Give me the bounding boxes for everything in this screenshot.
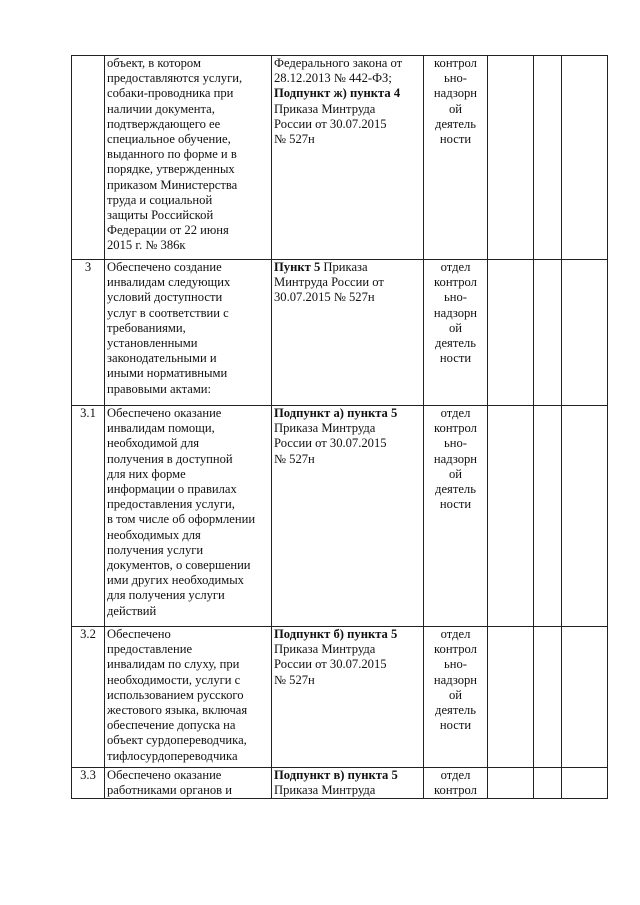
department-line: ности <box>439 351 472 366</box>
requirement-line: информации о правилах <box>107 482 237 497</box>
department-line: ой <box>448 687 463 702</box>
requirement-line: объект сурдопереводчика, <box>107 733 247 748</box>
legal-basis-line <box>274 406 421 421</box>
requirement-line: необходимости, услуги с <box>107 672 241 687</box>
legal-basis-text: Федерального закона от <box>274 56 403 70</box>
requirement-line: подтверждающего ее <box>107 116 221 131</box>
department-line: надзорн <box>433 451 478 466</box>
requirement-line: тифлосурдопереводчика <box>107 748 238 763</box>
requirement-line: ими других необходимых <box>107 573 244 588</box>
legal-basis-line <box>274 86 421 101</box>
legal-basis <box>272 260 424 406</box>
requirement-line: для получения услуги <box>107 588 225 603</box>
department-line: деятель <box>435 116 476 131</box>
legal-basis-line <box>274 436 421 451</box>
legal-basis-line <box>274 71 421 86</box>
legal-basis-text: № 527н <box>274 672 315 687</box>
department-line: надзорн <box>433 672 478 687</box>
department-line: ности <box>439 132 472 147</box>
legal-basis-text: 30.07.2015 № 527н <box>274 290 375 305</box>
department-line: деятель <box>435 336 476 351</box>
item-number: 3.3 <box>72 768 105 799</box>
requirement-line: предоставления услуги, <box>107 497 235 512</box>
legal-basis-line <box>274 657 421 672</box>
legal-basis <box>272 406 424 627</box>
table-row <box>72 627 608 768</box>
requirement-line: инвалидам по слуху, при <box>107 657 240 672</box>
legal-basis-reference: Подпункт б) пункта 5 <box>274 627 398 641</box>
department-line: контрол <box>434 783 477 798</box>
department-line: деятель <box>435 482 476 497</box>
responsible-department <box>424 406 488 627</box>
empty-cell <box>488 627 534 768</box>
department-line: ьно- <box>444 71 467 86</box>
requirement-line: предоставление <box>107 642 193 657</box>
department-line: отдел <box>440 260 471 274</box>
empty-cell <box>534 768 562 799</box>
department-line: контрол <box>434 56 477 70</box>
empty-cell <box>534 260 562 406</box>
empty-cell <box>534 627 562 768</box>
responsible-department <box>424 260 488 406</box>
requirement-line: объект, в котором <box>107 56 201 70</box>
department-line: ьно- <box>444 657 467 672</box>
requirement-line: иными нормативными <box>107 366 228 381</box>
requirement-line: использованием русского <box>107 687 244 702</box>
empty-cell <box>488 768 534 799</box>
requirement-line: документов, о совершении <box>107 558 251 573</box>
legal-basis-line <box>274 260 421 275</box>
legal-basis-line <box>274 627 421 642</box>
requirement-line: в том числе об оформлении <box>107 512 256 527</box>
department-line: ой <box>448 320 463 335</box>
requirement-line: Обеспечено оказание <box>107 768 222 782</box>
legal-basis-text: Приказа <box>320 260 368 274</box>
department-line: надзорн <box>433 86 478 101</box>
empty-cell <box>562 406 608 627</box>
responsible-department <box>424 56 488 260</box>
legal-basis-line <box>274 56 421 71</box>
requirement-line: законодательными и <box>107 351 217 366</box>
empty-cell <box>488 56 534 260</box>
item-number: 3.2 <box>72 627 105 768</box>
department-line: ьно- <box>444 436 467 451</box>
department-line: контрол <box>434 642 477 657</box>
requirement-line: обеспечение допуска на <box>107 718 236 733</box>
legal-basis-line <box>274 783 421 798</box>
table-row <box>72 56 608 260</box>
requirement-line: Федерации от 22 июня <box>107 223 229 238</box>
legal-basis-line <box>274 275 421 290</box>
requirement-line: необходимых для <box>107 527 201 542</box>
table-row <box>72 768 608 799</box>
requirement-line: порядке, утвержденных <box>107 162 235 177</box>
empty-cell <box>534 406 562 627</box>
requirement-line: услуг в соответствии с <box>107 305 229 320</box>
department-line: ой <box>448 466 463 481</box>
department-line: надзорн <box>433 305 478 320</box>
requirement-line: действий <box>107 603 157 618</box>
empty-cell <box>534 56 562 260</box>
department-line: ой <box>448 101 463 116</box>
empty-cell <box>562 260 608 406</box>
legal-basis-line <box>274 102 421 117</box>
legal-basis-text: Приказа Минтруда <box>274 783 376 798</box>
requirement-line: жестового языка, включая <box>107 703 248 718</box>
department-line: ности <box>439 718 472 733</box>
requirement-line: специальное обучение, <box>107 132 231 147</box>
department-line: отдел <box>440 406 471 420</box>
requirement-line: защиты Российской <box>107 208 214 223</box>
legal-basis-reference: Подпункт а) пункта 5 <box>274 406 398 420</box>
table-body <box>72 56 608 799</box>
department-line: контрол <box>434 275 477 290</box>
requirement-text <box>105 768 272 799</box>
requirement-line: выданного по форме и в <box>107 147 237 162</box>
department-line: деятель <box>435 703 476 718</box>
legal-basis-line <box>274 768 421 783</box>
legal-basis-reference: Подпункт в) пункта 5 <box>274 768 398 782</box>
legal-basis <box>272 768 424 799</box>
legal-basis-line <box>274 132 421 147</box>
requirement-line: Обеспечено создание <box>107 260 222 274</box>
department-line: отдел <box>440 627 471 641</box>
requirement-line: получения в доступной <box>107 451 233 466</box>
department-line: контрол <box>434 421 477 436</box>
requirement-line: работниками органов и <box>107 783 233 798</box>
legal-basis-text: 28.12.2013 № 442-ФЗ; <box>274 71 392 86</box>
empty-cell <box>488 260 534 406</box>
empty-cell <box>562 768 608 799</box>
legal-basis-text: Приказа Минтруда <box>274 642 376 657</box>
responsible-department <box>424 768 488 799</box>
requirement-line: инвалидам следующих <box>107 275 231 290</box>
legal-basis-text: России от 30.07.2015 <box>274 116 387 131</box>
legal-basis-text: Приказа Минтруда <box>274 101 376 116</box>
item-number: 3 <box>72 260 105 406</box>
legal-basis-line <box>274 642 421 657</box>
requirement-line: Обеспечено оказание <box>107 406 222 420</box>
legal-basis <box>272 627 424 768</box>
legal-basis-text: № 527н <box>274 451 315 466</box>
legal-basis-text: Приказа Минтруда <box>274 421 376 436</box>
requirement-line: установленными <box>107 336 198 351</box>
requirement-text <box>105 260 272 406</box>
requirement-line: необходимой для <box>107 436 200 451</box>
legal-basis <box>272 56 424 260</box>
requirements-table <box>71 55 608 799</box>
legal-basis-line <box>274 421 421 436</box>
requirement-line: приказом Министерства <box>107 177 238 192</box>
table-row <box>72 406 608 627</box>
empty-cell <box>488 406 534 627</box>
requirement-line: труда и социальной <box>107 192 213 207</box>
department-line: ьно- <box>444 290 467 305</box>
empty-cell <box>562 627 608 768</box>
requirement-text <box>105 56 272 260</box>
department-line: ности <box>439 497 472 512</box>
table-row <box>72 260 608 406</box>
legal-basis-text: № 527н <box>274 132 315 147</box>
responsible-department <box>424 627 488 768</box>
requirement-line: для них форме <box>107 466 186 481</box>
empty-cell <box>562 56 608 260</box>
legal-basis-text: России от 30.07.2015 <box>274 657 387 672</box>
requirement-line: правовыми актами: <box>107 381 212 396</box>
requirement-line: получения услуги <box>107 542 204 557</box>
requirement-text <box>105 406 272 627</box>
requirement-line: наличии документа, <box>107 101 215 116</box>
item-number <box>72 56 105 260</box>
requirement-line: 2015 г. № 386к <box>107 238 186 253</box>
requirement-text <box>105 627 272 768</box>
department-line: отдел <box>440 768 471 782</box>
legal-basis-line <box>274 290 421 305</box>
requirement-line: предоставляются услуги, <box>107 71 243 86</box>
legal-basis-text: Минтруда России от <box>274 275 384 290</box>
requirement-line: условий доступности <box>107 290 223 305</box>
requirement-line: собаки-проводника при <box>107 86 234 101</box>
legal-basis-text: России от 30.07.2015 <box>274 436 387 451</box>
requirement-line: Обеспечено <box>107 627 171 641</box>
legal-basis-line <box>274 673 421 688</box>
legal-basis-line <box>274 452 421 467</box>
requirement-line: требованиями, <box>107 320 186 335</box>
requirement-line: инвалидам помощи, <box>107 421 215 436</box>
legal-basis-reference: Пункт 5 <box>274 260 321 274</box>
legal-basis-reference: Подпункт ж) пункта 4 <box>274 86 401 101</box>
legal-basis-line <box>274 117 421 132</box>
item-number: 3.1 <box>72 406 105 627</box>
